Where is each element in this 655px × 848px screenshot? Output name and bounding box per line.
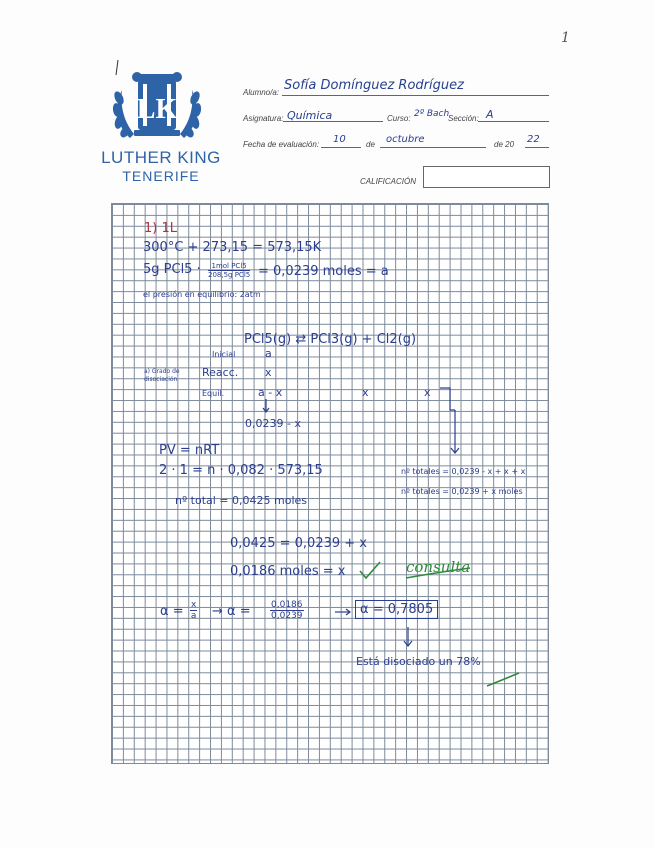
reaction-equation: PCl5(g) ⇄ PCl3(g) + Cl2(g) bbox=[244, 332, 417, 347]
ideal-gas-values: 2 · 1 = n · 0,082 · 573,15 bbox=[159, 463, 323, 478]
alpha-result: α = 0,7805 bbox=[355, 600, 438, 619]
moles-fraction-num: 1mol PCl5 bbox=[208, 262, 250, 271]
section-label: Sección: bbox=[448, 114, 479, 123]
school-name-line1: LUTHER KING bbox=[101, 148, 221, 167]
row-initial-label: Inicial bbox=[212, 350, 236, 359]
equil-x-pcl3: x bbox=[362, 386, 369, 399]
date-day: 10 bbox=[333, 134, 346, 145]
date-month: octubre bbox=[386, 134, 425, 145]
work-line-pressure: el presión en equilibrio: 2atm bbox=[143, 290, 261, 299]
bracket-products bbox=[440, 388, 455, 410]
school-name-line2: TENERIFE bbox=[122, 168, 200, 184]
section-value: A bbox=[486, 108, 494, 121]
row-reacc-label: Reacc. bbox=[202, 366, 239, 379]
alpha-fraction-num: x bbox=[191, 600, 197, 610]
teacher-note: consulta bbox=[406, 558, 471, 576]
alpha-fraction-values-den: 0,0239 bbox=[271, 611, 303, 621]
equil-substituted: 0,0239 - x bbox=[245, 417, 301, 430]
equil-x-cl2: x bbox=[424, 386, 431, 399]
check-mark-2 bbox=[487, 673, 519, 686]
date-de1: de bbox=[366, 140, 375, 149]
date-de2: de 20 bbox=[494, 140, 515, 149]
row-initial-value: a bbox=[265, 347, 272, 360]
date-year: 22 bbox=[527, 134, 540, 145]
work-line-moles-prefix: 5g PCl5 · bbox=[143, 262, 201, 277]
problem-label: 1) 1L bbox=[144, 221, 177, 236]
course-label: Curso: bbox=[387, 114, 411, 123]
moles-fraction-den: 208,5g PCl5 bbox=[208, 271, 251, 279]
student-name: Sofía Domínguez Rodríguez bbox=[284, 78, 464, 93]
conclusion: Está disociado un 78% bbox=[356, 655, 481, 668]
alpha-mid: → α = bbox=[212, 604, 251, 619]
equation-2: 0,0186 moles = x bbox=[230, 564, 346, 579]
date-label: Fecha de evaluación: bbox=[243, 140, 320, 149]
row-equil-label: Equil. bbox=[202, 389, 225, 398]
logo-letters: LK bbox=[136, 94, 178, 125]
course-value: 2º Bach bbox=[414, 109, 450, 119]
row-reacc-value: x bbox=[265, 366, 272, 379]
n-total: nº total = 0,0425 moles bbox=[175, 494, 307, 507]
alpha-fraction-den: a bbox=[190, 611, 197, 621]
total-moles-line1: nº totales = 0,0239 - x + x + x bbox=[401, 467, 526, 476]
subject-value: Química bbox=[287, 109, 333, 122]
row-equil-value: a - x bbox=[258, 386, 283, 399]
teacher-note-underline bbox=[406, 568, 470, 578]
total-moles-line2: nº totales = 0,0239 + x moles bbox=[401, 487, 523, 496]
subject-label: Asignatura: bbox=[243, 114, 284, 123]
page-number: 1 bbox=[561, 30, 570, 46]
check-mark-1 bbox=[360, 562, 380, 578]
work-line-temperature: 300°C + 273,15 = 573,15K bbox=[143, 240, 322, 255]
ideal-gas-law: PV = nRT bbox=[159, 443, 220, 458]
grade-label: CALIFICACIÓN bbox=[360, 177, 417, 186]
student-label: Alumno/a: bbox=[243, 88, 280, 97]
alpha-fraction-values-num: 0,0186 bbox=[271, 600, 303, 610]
work-line-moles-suffix: = 0,0239 moles = a bbox=[258, 264, 389, 279]
side-note: a) Grado de disociación bbox=[144, 368, 180, 383]
equation-1: 0,0425 = 0,0239 + x bbox=[230, 536, 367, 551]
alpha-lhs: α = bbox=[160, 604, 184, 619]
margin-mark bbox=[116, 60, 118, 75]
